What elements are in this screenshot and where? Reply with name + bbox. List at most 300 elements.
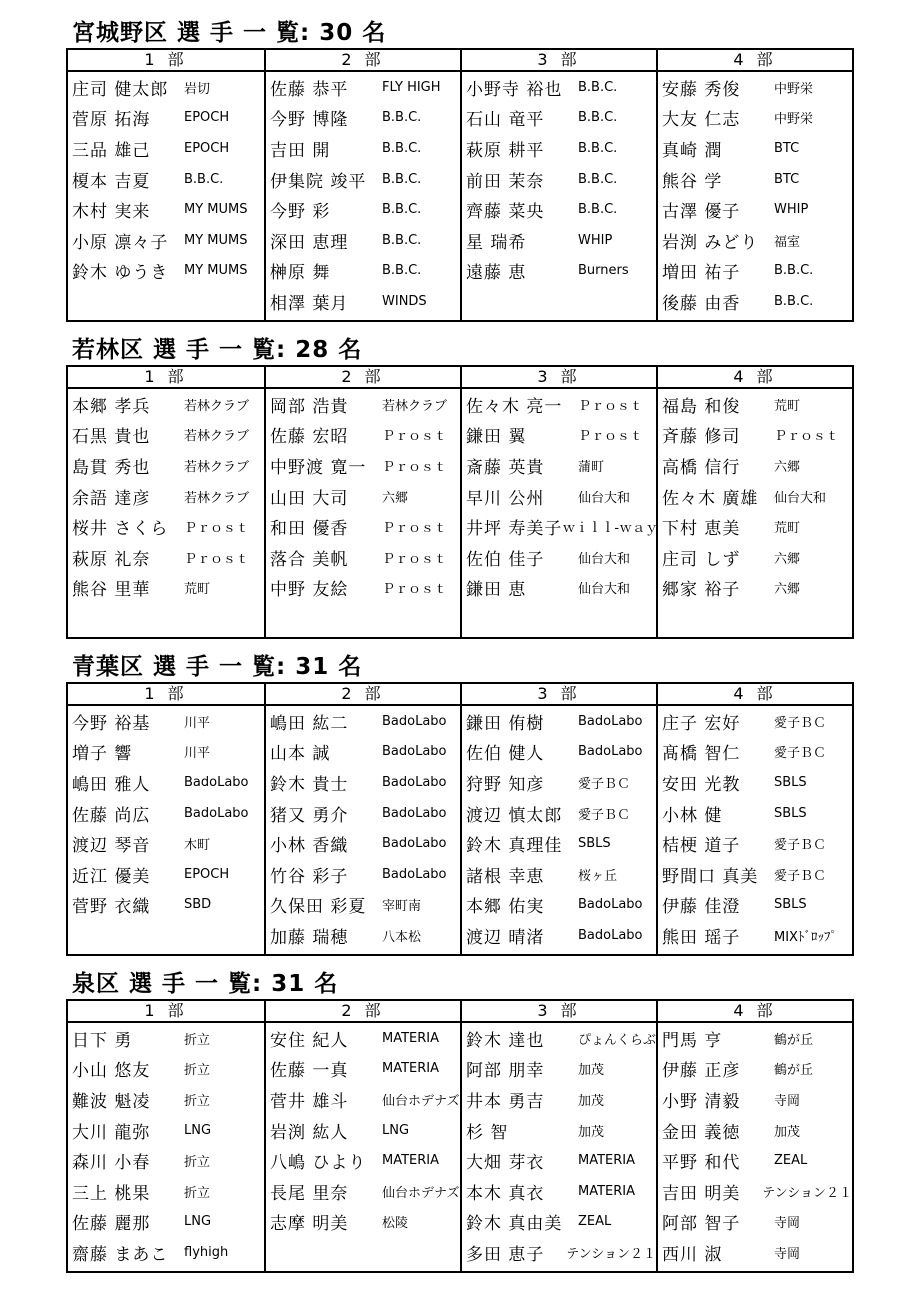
player-entry	[266, 737, 460, 768]
player-entry	[68, 542, 264, 573]
player-name: 今野 博隆	[270, 110, 349, 131]
player-entry	[68, 164, 264, 195]
player-entry	[68, 450, 264, 481]
player-entry	[68, 1207, 264, 1238]
player-club: 加茂	[578, 1124, 605, 1140]
division-header: 2 部	[266, 50, 460, 72]
division-header: 4 部	[658, 1001, 852, 1023]
player-club: Ｐｒｏｓｔ	[184, 521, 250, 537]
player-club: 愛子ＢＣ	[774, 715, 827, 731]
player-club: 折立	[184, 1093, 211, 1109]
player-club: B.B.C.	[382, 232, 422, 248]
player-name: 久保田 彩夏	[270, 897, 367, 918]
player-name: 前田 茉奈	[466, 171, 545, 192]
division-header: 4 部	[658, 50, 852, 72]
player-entry	[266, 1023, 460, 1054]
player-entry	[658, 1084, 852, 1115]
player-club: EPOCH	[184, 866, 230, 882]
division-header: 4 部	[658, 367, 852, 389]
division-header: 1 部	[68, 367, 264, 389]
player-name: 近江 優美	[72, 866, 151, 887]
player-entry	[658, 542, 852, 573]
player-name: 井坪 寿美子	[466, 519, 563, 540]
player-entry	[658, 920, 852, 951]
player-name: 今野 彩	[270, 202, 331, 223]
player-club: Ｐｒｏｓｔ	[382, 582, 448, 598]
player-entry	[68, 706, 264, 737]
player-name: 伊藤 正彦	[662, 1061, 741, 1082]
player-entry	[266, 890, 460, 921]
player-name: 岡部 浩貴	[270, 396, 349, 417]
player-club: 若林クラブ	[184, 398, 250, 414]
player-club: 荒町	[184, 582, 211, 598]
player-entry	[462, 542, 656, 573]
roster-grid	[66, 365, 854, 639]
player-name: 高橋 信行	[662, 457, 741, 478]
player-club: Ｐｒｏｓｔ	[382, 521, 448, 537]
player-name: 菅井 雄斗	[270, 1091, 349, 1112]
division-header: 4 部	[658, 684, 852, 706]
player-entry	[266, 133, 460, 164]
player-entry	[462, 194, 656, 225]
player-name: 桔梗 道子	[662, 836, 741, 857]
player-club: BadoLabo	[382, 866, 447, 882]
player-club: EPOCH	[184, 110, 230, 126]
division-column	[656, 1001, 852, 1271]
player-entry	[658, 828, 852, 859]
player-name: 本木 真衣	[466, 1183, 545, 1204]
player-entry	[266, 511, 460, 542]
player-name: 福島 和俊	[662, 396, 741, 417]
player-club: 仙台ホデナズ	[382, 1185, 460, 1201]
player-name: 小林 香織	[270, 836, 349, 857]
player-entry	[658, 573, 852, 604]
player-club: LNG	[382, 1122, 410, 1138]
player-name: 木村 実来	[72, 202, 151, 223]
player-club: 折立	[184, 1185, 211, 1201]
player-entry	[658, 72, 852, 103]
player-entry	[68, 890, 264, 921]
player-entry	[266, 1115, 460, 1146]
player-club: 若林クラブ	[184, 459, 250, 475]
player-entry	[266, 164, 460, 195]
player-club: BadoLabo	[382, 744, 447, 760]
player-club: 六郷	[382, 490, 409, 506]
player-entry	[462, 1054, 656, 1085]
division-column	[460, 1001, 656, 1271]
player-entry	[462, 1145, 656, 1176]
player-club: LNG	[184, 1214, 212, 1230]
player-entry	[266, 920, 460, 951]
player-entry	[68, 1115, 264, 1146]
player-entry	[462, 706, 656, 737]
player-entry	[266, 1176, 460, 1207]
player-entry	[266, 1054, 460, 1085]
player-name: 余語 達彦	[72, 488, 151, 509]
player-entry	[462, 1115, 656, 1146]
player-club: MATERIA	[382, 1030, 440, 1046]
player-name: 郷家 裕子	[662, 580, 741, 601]
player-entry	[658, 481, 852, 512]
player-name: 佐伯 佳子	[466, 549, 545, 570]
player-name: 諸根 幸恵	[466, 866, 545, 887]
division-column	[68, 1001, 264, 1271]
player-name: 吉田 開	[270, 140, 331, 161]
player-club: 中野栄	[774, 81, 814, 97]
player-name: 安藤 秀俊	[662, 79, 741, 100]
player-name: 鈴木 達也	[466, 1030, 545, 1051]
player-club: 荒町	[774, 398, 801, 414]
player-entry	[658, 194, 852, 225]
player-club: B.B.C.	[578, 171, 618, 187]
player-name: 佐伯 健人	[466, 744, 545, 765]
player-club: Ｐｒｏｓｔ	[578, 429, 644, 445]
player-entry	[462, 481, 656, 512]
player-entry	[68, 1054, 264, 1085]
player-name: 遠藤 恵	[466, 263, 527, 284]
player-club: 六郷	[774, 582, 801, 598]
player-entry	[658, 1023, 852, 1054]
division-column	[264, 684, 460, 954]
player-entry	[68, 859, 264, 890]
player-name: 小原 凛々子	[72, 232, 169, 253]
player-entry	[462, 450, 656, 481]
player-club: BTC	[774, 171, 800, 187]
player-entry	[266, 286, 460, 317]
player-name: 八嶋 ひより	[270, 1153, 367, 1174]
section-title: 若林区 選 手 一 覧: 28 名	[72, 337, 363, 363]
player-club: BadoLabo	[578, 713, 643, 729]
player-club: 川平	[184, 715, 211, 731]
player-entry	[266, 1084, 460, 1115]
player-club: BadoLabo	[382, 836, 447, 852]
player-name: 真崎 潤	[662, 140, 723, 161]
player-club: 岩切	[184, 81, 211, 97]
player-club: 仙台大和	[578, 551, 631, 567]
player-club: 福室	[774, 234, 801, 250]
player-club: MY MUMS	[184, 202, 248, 218]
player-club: テンション２１	[762, 1185, 852, 1201]
player-name: 杉 智	[466, 1122, 509, 1143]
player-name: 森川 小春	[72, 1153, 151, 1174]
player-entry	[658, 450, 852, 481]
player-entry	[462, 1176, 656, 1207]
player-name: 野間口 真美	[662, 866, 759, 887]
player-entry	[462, 225, 656, 256]
player-club: BTC	[774, 140, 800, 156]
player-name: 斉藤 修司	[662, 427, 741, 448]
player-club: 木町	[184, 838, 211, 854]
player-name: 齊藤 菜央	[466, 202, 545, 223]
player-club: SBLS	[774, 897, 807, 913]
player-entry	[68, 798, 264, 829]
player-club: 六郷	[774, 551, 801, 567]
player-entry	[658, 767, 852, 798]
player-name: 竹谷 彩子	[270, 866, 349, 887]
player-club: BadoLabo	[184, 774, 249, 790]
player-club: 若林クラブ	[382, 398, 448, 414]
player-name: 石黒 貴也	[72, 427, 151, 448]
player-entry	[266, 389, 460, 420]
player-name: 菅原 拓海	[72, 110, 151, 131]
player-club: 宰町南	[382, 899, 422, 915]
player-name: 猪又 勇介	[270, 805, 349, 826]
player-entry	[266, 225, 460, 256]
player-club: flyhigh	[184, 1244, 229, 1260]
player-name: 佐々木 亮一	[466, 396, 563, 417]
player-name: 伊集院 竣平	[270, 171, 367, 192]
player-entry	[68, 389, 264, 420]
player-club: Ｐｒｏｓｔ	[774, 429, 840, 445]
player-name: 加藤 瑞穂	[270, 927, 349, 948]
player-club: B.B.C.	[774, 263, 814, 279]
player-name: 古澤 優子	[662, 202, 741, 223]
player-club: 愛子ＢＣ	[774, 838, 827, 854]
player-name: 小林 健	[662, 805, 723, 826]
division-column	[460, 50, 656, 320]
player-name: 後藤 由香	[662, 293, 741, 314]
player-club: Ｐｒｏｓｔ	[382, 459, 448, 475]
player-name: 大友 仁志	[662, 110, 741, 131]
player-club: MATERIA	[382, 1061, 440, 1077]
player-club: MY MUMS	[184, 232, 248, 248]
player-name: 島貫 秀也	[72, 457, 151, 478]
division-column	[656, 684, 852, 954]
division-column	[68, 367, 264, 637]
player-name: 齋藤 まあこ	[72, 1244, 169, 1265]
player-name: 萩原 礼奈	[72, 549, 151, 570]
player-club: ｗｉｌｌ-ｗａｙ	[562, 521, 659, 537]
player-entry	[658, 389, 852, 420]
player-club: 六郷	[774, 459, 801, 475]
player-club: 八本松	[382, 929, 422, 945]
player-name: 安田 光教	[662, 774, 741, 795]
player-entry	[658, 1237, 852, 1268]
player-club: Ｐｒｏｓｔ	[382, 551, 448, 567]
player-name: 鎌田 恵	[466, 580, 527, 601]
player-club: Ｐｒｏｓｔ	[184, 551, 250, 567]
player-name: 下村 恵美	[662, 519, 741, 540]
player-name: 髙橋 智仁	[662, 744, 741, 765]
player-name: 西川 淑	[662, 1244, 723, 1265]
player-entry	[462, 420, 656, 451]
player-name: 増子 響	[72, 744, 133, 765]
player-club: BadoLabo	[382, 805, 447, 821]
player-club: 愛子ＢＣ	[578, 807, 631, 823]
player-club: 加茂	[578, 1093, 605, 1109]
player-entry	[658, 256, 852, 287]
player-entry	[68, 133, 264, 164]
player-club: Ｐｒｏｓｔ	[578, 398, 644, 414]
player-entry	[68, 72, 264, 103]
player-entry	[68, 1237, 264, 1268]
division-column	[68, 50, 264, 320]
player-entry	[658, 103, 852, 134]
player-name: 安住 紀人	[270, 1030, 349, 1051]
player-club: MIXﾄﾞﾛｯﾌﾟ	[774, 929, 837, 945]
player-name: 伊藤 佳澄	[662, 897, 741, 918]
division-header: 1 部	[68, 684, 264, 706]
division-column	[264, 367, 460, 637]
player-entry	[462, 133, 656, 164]
player-entry	[266, 1207, 460, 1238]
player-name: 岩渕 みどり	[662, 232, 759, 253]
player-club: 若林クラブ	[184, 490, 250, 506]
player-club: Ｐｒｏｓｔ	[382, 429, 448, 445]
player-entry	[68, 481, 264, 512]
player-name: 嶋田 紘二	[270, 713, 349, 734]
player-entry	[462, 828, 656, 859]
division-header: 1 部	[68, 50, 264, 72]
player-name: 岩渕 紘人	[270, 1122, 349, 1143]
player-club: B.B.C.	[774, 293, 814, 309]
player-club: 愛子ＢＣ	[578, 776, 631, 792]
player-club: B.B.C.	[184, 171, 224, 187]
player-name: 井本 勇吉	[466, 1091, 545, 1112]
player-name: 渡辺 慎太郎	[466, 805, 563, 826]
player-name: 難波 魁凌	[72, 1091, 151, 1112]
player-name: 小山 悠友	[72, 1061, 151, 1082]
player-name: 三上 桃果	[72, 1183, 151, 1204]
player-entry	[266, 706, 460, 737]
player-name: 金田 義徳	[662, 1122, 741, 1143]
player-club: B.B.C.	[578, 110, 618, 126]
player-entry	[266, 798, 460, 829]
player-entry	[68, 573, 264, 604]
player-entry	[462, 920, 656, 951]
player-name: 大川 龍弥	[72, 1122, 151, 1143]
player-entry	[266, 1145, 460, 1176]
player-entry	[658, 286, 852, 317]
player-name: 深田 恵理	[270, 232, 349, 253]
player-entry	[462, 767, 656, 798]
player-name: 小野寺 裕也	[466, 79, 563, 100]
player-club: 鶴が丘	[774, 1032, 814, 1048]
player-name: 平野 和代	[662, 1153, 741, 1174]
player-name: 大畑 芽衣	[466, 1153, 545, 1174]
section-miyaginoku	[66, 18, 854, 324]
player-entry	[266, 542, 460, 573]
player-club: SBLS	[774, 805, 807, 821]
player-name: 佐藤 宏昭	[270, 427, 349, 448]
player-entry	[658, 1054, 852, 1085]
player-entry	[462, 1023, 656, 1054]
player-club: Burners	[578, 263, 629, 279]
player-club: 仙台大和	[578, 582, 631, 598]
player-club: ZEAL	[578, 1214, 612, 1230]
player-club: 川平	[184, 746, 211, 762]
player-entry	[462, 737, 656, 768]
player-club: MY MUMS	[184, 263, 248, 279]
player-club: 松陵	[382, 1216, 409, 1232]
player-name: 鈴木 真理佳	[466, 836, 563, 857]
player-entry	[462, 1207, 656, 1238]
player-club: SBLS	[774, 774, 807, 790]
player-name: 渡辺 晴渚	[466, 927, 545, 948]
player-club: 仙台大和	[774, 490, 827, 506]
player-club: 仙台ホデナズ	[382, 1093, 460, 1109]
player-name: 吉田 明美	[662, 1183, 741, 1204]
player-entry	[658, 1115, 852, 1146]
player-club: ぴょんくらぶ	[577, 1032, 656, 1048]
player-club: LNG	[184, 1122, 212, 1138]
player-club: 仙台大和	[578, 490, 631, 506]
player-club: WINDS	[382, 293, 427, 309]
player-entry	[658, 511, 852, 542]
player-entry	[68, 194, 264, 225]
player-entry	[266, 859, 460, 890]
player-entry	[68, 1145, 264, 1176]
player-name: 三品 雄己	[72, 140, 151, 161]
player-club: 寺岡	[774, 1246, 801, 1262]
player-club: 鶴が丘	[774, 1063, 814, 1079]
player-club: MATERIA	[578, 1183, 636, 1199]
player-name: 阿部 朋幸	[466, 1061, 545, 1082]
player-name: 渡辺 琴音	[72, 836, 151, 857]
player-name: 斎藤 英貴	[466, 457, 545, 478]
player-name: 鎌田 翼	[466, 427, 527, 448]
player-entry	[462, 103, 656, 134]
player-name: 庄司 しず	[662, 549, 741, 570]
player-name: 長尾 里奈	[270, 1183, 349, 1204]
player-name: 小野 清毅	[662, 1091, 741, 1112]
player-entry	[68, 737, 264, 768]
player-name: 庄子 宏好	[662, 713, 741, 734]
player-club: 寺岡	[774, 1216, 801, 1232]
division-column	[68, 684, 264, 954]
player-club: BadoLabo	[382, 713, 447, 729]
player-entry	[68, 1084, 264, 1115]
player-entry	[462, 1237, 656, 1268]
player-name: 熊谷 里華	[72, 580, 151, 601]
player-entry	[68, 225, 264, 256]
division-column	[264, 1001, 460, 1271]
player-name: 和田 優香	[270, 519, 349, 540]
player-entry	[266, 828, 460, 859]
player-name: 中野渡 寛一	[270, 457, 367, 478]
division-header: 3 部	[462, 1001, 656, 1023]
player-club: B.B.C.	[382, 171, 422, 187]
section-title: 青葉区 選 手 一 覧: 31 名	[72, 654, 363, 680]
player-name: 本郷 孝兵	[72, 396, 151, 417]
player-name: 志摩 明美	[270, 1214, 349, 1235]
player-entry	[658, 225, 852, 256]
player-club: FLY HIGH	[382, 79, 441, 95]
player-club: SBD	[184, 897, 212, 913]
player-club: B.B.C.	[578, 79, 618, 95]
player-club: 荒町	[774, 521, 801, 537]
roster-grid	[66, 682, 854, 956]
player-entry	[462, 72, 656, 103]
player-club: 若林クラブ	[184, 429, 250, 445]
division-header: 2 部	[266, 684, 460, 706]
player-club: WHIP	[578, 232, 613, 248]
player-name: 萩原 耕平	[466, 140, 545, 161]
division-header: 2 部	[266, 367, 460, 389]
player-name: 佐々木 廣雄	[662, 488, 759, 509]
player-name: 鈴木 真由美	[466, 1214, 563, 1235]
player-club: 折立	[184, 1155, 211, 1171]
player-club: テンション２１	[566, 1246, 656, 1262]
player-name: 狩野 知彦	[466, 774, 545, 795]
player-club: BadoLabo	[184, 805, 249, 821]
player-name: 熊谷 学	[662, 171, 723, 192]
roster-grid	[66, 48, 854, 322]
player-name: 山田 大司	[270, 488, 349, 509]
section-izumiku	[66, 969, 854, 1275]
player-entry	[68, 1176, 264, 1207]
player-club: 加茂	[578, 1063, 605, 1079]
